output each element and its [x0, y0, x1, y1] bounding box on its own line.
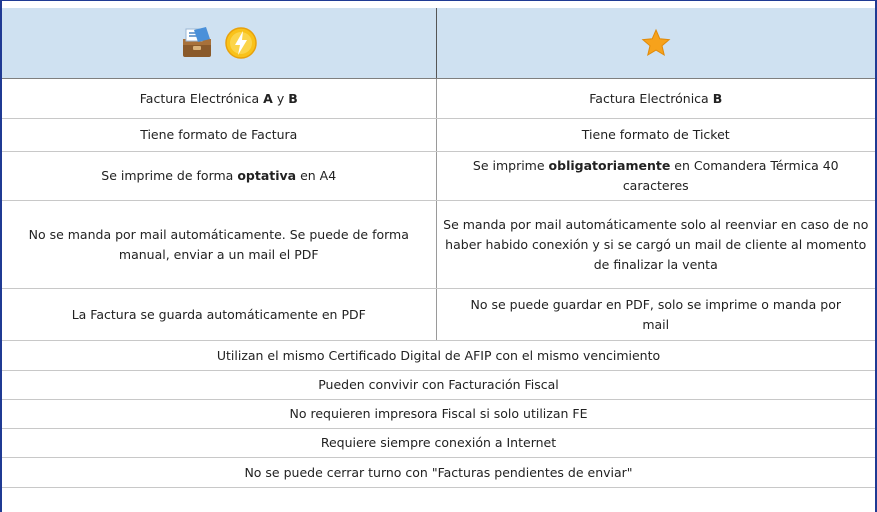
header-row: [2, 8, 875, 79]
cell-right: Factura Electrónica B: [436, 79, 875, 119]
shared-cell: Pueden convivir con Facturación Fiscal: [2, 371, 875, 400]
cell-right: Se manda por mail automáticamente solo al reenviar en caso de no haber habido conexión y si se cargó un mail de cliente al momento de finalizar la venta: [436, 201, 875, 289]
row-tipo-factura: [2, 79, 875, 119]
cell-right: Se imprime obligatoriamente en Comandera Térmica 40 caracteres: [436, 152, 875, 201]
cell-left: Tiene formato de Factura: [2, 119, 436, 152]
row-impresion: [2, 152, 875, 201]
package-icon: [180, 26, 214, 60]
shared-cell: Requiere siempre conexión a Internet: [2, 429, 875, 458]
row-pdf: [2, 289, 875, 341]
cell-right: No se puede guardar en PDF, solo se imprime o manda por mail: [436, 289, 875, 341]
cell-left: Se imprime de forma optativa en A4: [2, 152, 436, 201]
shared-row: [2, 400, 875, 429]
shared-cell: No requieren impresora Fiscal si solo utilizan FE: [2, 400, 875, 429]
header-cell-right: [436, 8, 875, 79]
shared-cell: Utilizan el mismo Certificado Digital de AFIP con el mismo vencimiento: [2, 341, 875, 371]
shared-row: [2, 341, 875, 371]
header-cell-left: [2, 8, 436, 79]
cell-left: Factura Electrónica A y B: [2, 79, 436, 119]
cell-left: La Factura se guarda automáticamente en PDF: [2, 289, 436, 341]
shared-row: [2, 371, 875, 400]
cell-left: No se manda por mail automáticamente. Se puede de forma manual, enviar a un mail el PDF: [2, 201, 436, 289]
comparison-table: [2, 8, 875, 488]
star-icon: [641, 28, 671, 58]
shared-cell: No se puede cerrar turno con "Facturas pendientes de enviar": [2, 458, 875, 488]
shared-row: [2, 458, 875, 488]
cell-right: Tiene formato de Ticket: [436, 119, 875, 152]
row-formato: [2, 119, 875, 152]
lightning-icon: [224, 26, 258, 60]
shared-row: [2, 429, 875, 458]
row-mail: [2, 201, 875, 289]
